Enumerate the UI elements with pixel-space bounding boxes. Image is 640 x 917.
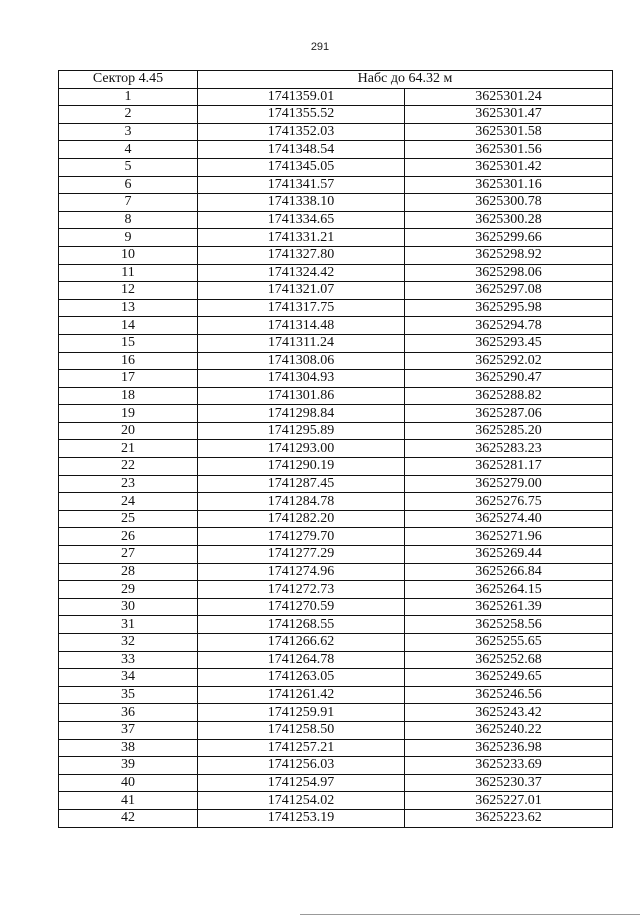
x-coordinate-cell: 1741293.00 xyxy=(198,440,405,458)
x-coordinate-cell: 1741321.07 xyxy=(198,282,405,300)
y-coordinate-cell: 3625274.40 xyxy=(405,510,613,528)
x-coordinate-cell: 1741274.96 xyxy=(198,563,405,581)
x-coordinate-cell: 1741348.54 xyxy=(198,141,405,159)
x-coordinate-cell: 1741259.91 xyxy=(198,704,405,722)
point-number-cell: 7 xyxy=(59,194,198,212)
table-row xyxy=(59,299,613,317)
y-coordinate-cell: 3625301.47 xyxy=(405,106,613,124)
y-coordinate-cell: 3625290.47 xyxy=(405,370,613,388)
x-coordinate-cell: 1741282.20 xyxy=(198,510,405,528)
x-coordinate-cell: 1741254.02 xyxy=(198,792,405,810)
y-coordinate-cell: 3625300.78 xyxy=(405,194,613,212)
y-coordinate-cell: 3625297.08 xyxy=(405,282,613,300)
point-number-cell: 38 xyxy=(59,739,198,757)
table-row xyxy=(59,422,613,440)
y-coordinate-cell: 3625293.45 xyxy=(405,334,613,352)
table-row xyxy=(59,88,613,106)
y-coordinate-cell: 3625285.20 xyxy=(405,422,613,440)
x-coordinate-cell: 1741287.45 xyxy=(198,475,405,493)
coordinates-table xyxy=(58,70,613,828)
x-coordinate-cell: 1741284.78 xyxy=(198,493,405,511)
y-coordinate-cell: 3625294.78 xyxy=(405,317,613,335)
y-coordinate-cell: 3625236.98 xyxy=(405,739,613,757)
point-number-cell: 1 xyxy=(59,88,198,106)
point-number-cell: 20 xyxy=(59,422,198,440)
point-number-cell: 25 xyxy=(59,510,198,528)
x-coordinate-cell: 1741263.05 xyxy=(198,669,405,687)
table-row xyxy=(59,475,613,493)
point-number-cell: 26 xyxy=(59,528,198,546)
table-row xyxy=(59,246,613,264)
table-row xyxy=(59,809,613,827)
point-number-cell: 39 xyxy=(59,757,198,775)
header-sector: Сектор 4.45 xyxy=(59,71,198,89)
point-number-cell: 8 xyxy=(59,211,198,229)
y-coordinate-cell: 3625249.65 xyxy=(405,669,613,687)
point-number-cell: 11 xyxy=(59,264,198,282)
point-number-cell: 19 xyxy=(59,405,198,423)
x-coordinate-cell: 1741355.52 xyxy=(198,106,405,124)
y-coordinate-cell: 3625287.06 xyxy=(405,405,613,423)
point-number-cell: 22 xyxy=(59,458,198,476)
y-coordinate-cell: 3625283.23 xyxy=(405,440,613,458)
bottom-rule xyxy=(300,914,640,915)
point-number-cell: 27 xyxy=(59,546,198,564)
y-coordinate-cell: 3625301.58 xyxy=(405,123,613,141)
point-number-cell: 35 xyxy=(59,686,198,704)
x-coordinate-cell: 1741264.78 xyxy=(198,651,405,669)
y-coordinate-cell: 3625227.01 xyxy=(405,792,613,810)
y-coordinate-cell: 3625299.66 xyxy=(405,229,613,247)
table-row xyxy=(59,123,613,141)
table-row xyxy=(59,616,613,634)
table-row xyxy=(59,563,613,581)
table-row xyxy=(59,176,613,194)
table-row xyxy=(59,581,613,599)
point-number-cell: 13 xyxy=(59,299,198,317)
table-row xyxy=(59,704,613,722)
point-number-cell: 5 xyxy=(59,158,198,176)
y-coordinate-cell: 3625301.24 xyxy=(405,88,613,106)
table-row xyxy=(59,194,613,212)
x-coordinate-cell: 1741352.03 xyxy=(198,123,405,141)
y-coordinate-cell: 3625301.16 xyxy=(405,176,613,194)
x-coordinate-cell: 1741327.80 xyxy=(198,246,405,264)
table-row xyxy=(59,317,613,335)
x-coordinate-cell: 1741341.57 xyxy=(198,176,405,194)
y-coordinate-cell: 3625292.02 xyxy=(405,352,613,370)
x-coordinate-cell: 1741266.62 xyxy=(198,634,405,652)
table-row xyxy=(59,493,613,511)
y-coordinate-cell: 3625233.69 xyxy=(405,757,613,775)
table-row xyxy=(59,229,613,247)
table-row xyxy=(59,721,613,739)
point-number-cell: 18 xyxy=(59,387,198,405)
point-number-cell: 21 xyxy=(59,440,198,458)
table-row xyxy=(59,211,613,229)
point-number-cell: 2 xyxy=(59,106,198,124)
y-coordinate-cell: 3625261.39 xyxy=(405,598,613,616)
x-coordinate-cell: 1741311.24 xyxy=(198,334,405,352)
x-coordinate-cell: 1741298.84 xyxy=(198,405,405,423)
point-number-cell: 28 xyxy=(59,563,198,581)
y-coordinate-cell: 3625230.37 xyxy=(405,774,613,792)
point-number-cell: 41 xyxy=(59,792,198,810)
x-coordinate-cell: 1741279.70 xyxy=(198,528,405,546)
point-number-cell: 12 xyxy=(59,282,198,300)
point-number-cell: 40 xyxy=(59,774,198,792)
table-row xyxy=(59,598,613,616)
point-number-cell: 42 xyxy=(59,809,198,827)
x-coordinate-cell: 1741253.19 xyxy=(198,809,405,827)
x-coordinate-cell: 1741359.01 xyxy=(198,88,405,106)
point-number-cell: 14 xyxy=(59,317,198,335)
y-coordinate-cell: 3625223.62 xyxy=(405,809,613,827)
x-coordinate-cell: 1741254.97 xyxy=(198,774,405,792)
point-number-cell: 33 xyxy=(59,651,198,669)
x-coordinate-cell: 1741261.42 xyxy=(198,686,405,704)
page-number: 291 xyxy=(310,41,330,53)
table-row xyxy=(59,528,613,546)
y-coordinate-cell: 3625243.42 xyxy=(405,704,613,722)
table-row xyxy=(59,634,613,652)
point-number-cell: 3 xyxy=(59,123,198,141)
x-coordinate-cell: 1741324.42 xyxy=(198,264,405,282)
table-row xyxy=(59,106,613,124)
table-row xyxy=(59,405,613,423)
x-coordinate-cell: 1741258.50 xyxy=(198,721,405,739)
y-coordinate-cell: 3625264.15 xyxy=(405,581,613,599)
point-number-cell: 24 xyxy=(59,493,198,511)
point-number-cell: 30 xyxy=(59,598,198,616)
x-coordinate-cell: 1741317.75 xyxy=(198,299,405,317)
point-number-cell: 10 xyxy=(59,246,198,264)
table-row xyxy=(59,774,613,792)
table-row xyxy=(59,792,613,810)
table-row xyxy=(59,370,613,388)
x-coordinate-cell: 1741270.59 xyxy=(198,598,405,616)
point-number-cell: 29 xyxy=(59,581,198,599)
x-coordinate-cell: 1741308.06 xyxy=(198,352,405,370)
y-coordinate-cell: 3625301.42 xyxy=(405,158,613,176)
table-row xyxy=(59,739,613,757)
table-body xyxy=(59,88,613,827)
y-coordinate-cell: 3625281.17 xyxy=(405,458,613,476)
y-coordinate-cell: 3625298.06 xyxy=(405,264,613,282)
point-number-cell: 6 xyxy=(59,176,198,194)
x-coordinate-cell: 1741268.55 xyxy=(198,616,405,634)
header-height: Набс до 64.32 м xyxy=(198,71,613,89)
x-coordinate-cell: 1741257.21 xyxy=(198,739,405,757)
y-coordinate-cell: 3625240.22 xyxy=(405,721,613,739)
point-number-cell: 15 xyxy=(59,334,198,352)
point-number-cell: 4 xyxy=(59,141,198,159)
x-coordinate-cell: 1741314.48 xyxy=(198,317,405,335)
table-row xyxy=(59,387,613,405)
x-coordinate-cell: 1741256.03 xyxy=(198,757,405,775)
table-row xyxy=(59,141,613,159)
table-row xyxy=(59,158,613,176)
point-number-cell: 31 xyxy=(59,616,198,634)
x-coordinate-cell: 1741301.86 xyxy=(198,387,405,405)
y-coordinate-cell: 3625279.00 xyxy=(405,475,613,493)
point-number-cell: 32 xyxy=(59,634,198,652)
table-row xyxy=(59,757,613,775)
table-row xyxy=(59,651,613,669)
table-row xyxy=(59,669,613,687)
point-number-cell: 9 xyxy=(59,229,198,247)
table-row xyxy=(59,440,613,458)
y-coordinate-cell: 3625246.56 xyxy=(405,686,613,704)
x-coordinate-cell: 1741304.93 xyxy=(198,370,405,388)
y-coordinate-cell: 3625269.44 xyxy=(405,546,613,564)
y-coordinate-cell: 3625258.56 xyxy=(405,616,613,634)
y-coordinate-cell: 3625252.68 xyxy=(405,651,613,669)
x-coordinate-cell: 1741338.10 xyxy=(198,194,405,212)
table-row xyxy=(59,510,613,528)
y-coordinate-cell: 3625301.56 xyxy=(405,141,613,159)
x-coordinate-cell: 1741295.89 xyxy=(198,422,405,440)
y-coordinate-cell: 3625288.82 xyxy=(405,387,613,405)
point-number-cell: 36 xyxy=(59,704,198,722)
table-row xyxy=(59,264,613,282)
table-row xyxy=(59,334,613,352)
point-number-cell: 17 xyxy=(59,370,198,388)
y-coordinate-cell: 3625276.75 xyxy=(405,493,613,511)
point-number-cell: 34 xyxy=(59,669,198,687)
x-coordinate-cell: 1741272.73 xyxy=(198,581,405,599)
y-coordinate-cell: 3625266.84 xyxy=(405,563,613,581)
point-number-cell: 16 xyxy=(59,352,198,370)
point-number-cell: 37 xyxy=(59,721,198,739)
y-coordinate-cell: 3625300.28 xyxy=(405,211,613,229)
x-coordinate-cell: 1741345.05 xyxy=(198,158,405,176)
y-coordinate-cell: 3625255.65 xyxy=(405,634,613,652)
x-coordinate-cell: 1741334.65 xyxy=(198,211,405,229)
table-row xyxy=(59,546,613,564)
point-number-cell: 23 xyxy=(59,475,198,493)
table-header-row xyxy=(59,71,613,89)
x-coordinate-cell: 1741277.29 xyxy=(198,546,405,564)
table-row xyxy=(59,282,613,300)
y-coordinate-cell: 3625271.96 xyxy=(405,528,613,546)
x-coordinate-cell: 1741331.21 xyxy=(198,229,405,247)
table-row xyxy=(59,458,613,476)
y-coordinate-cell: 3625295.98 xyxy=(405,299,613,317)
y-coordinate-cell: 3625298.92 xyxy=(405,246,613,264)
table-row xyxy=(59,352,613,370)
table-row xyxy=(59,686,613,704)
x-coordinate-cell: 1741290.19 xyxy=(198,458,405,476)
